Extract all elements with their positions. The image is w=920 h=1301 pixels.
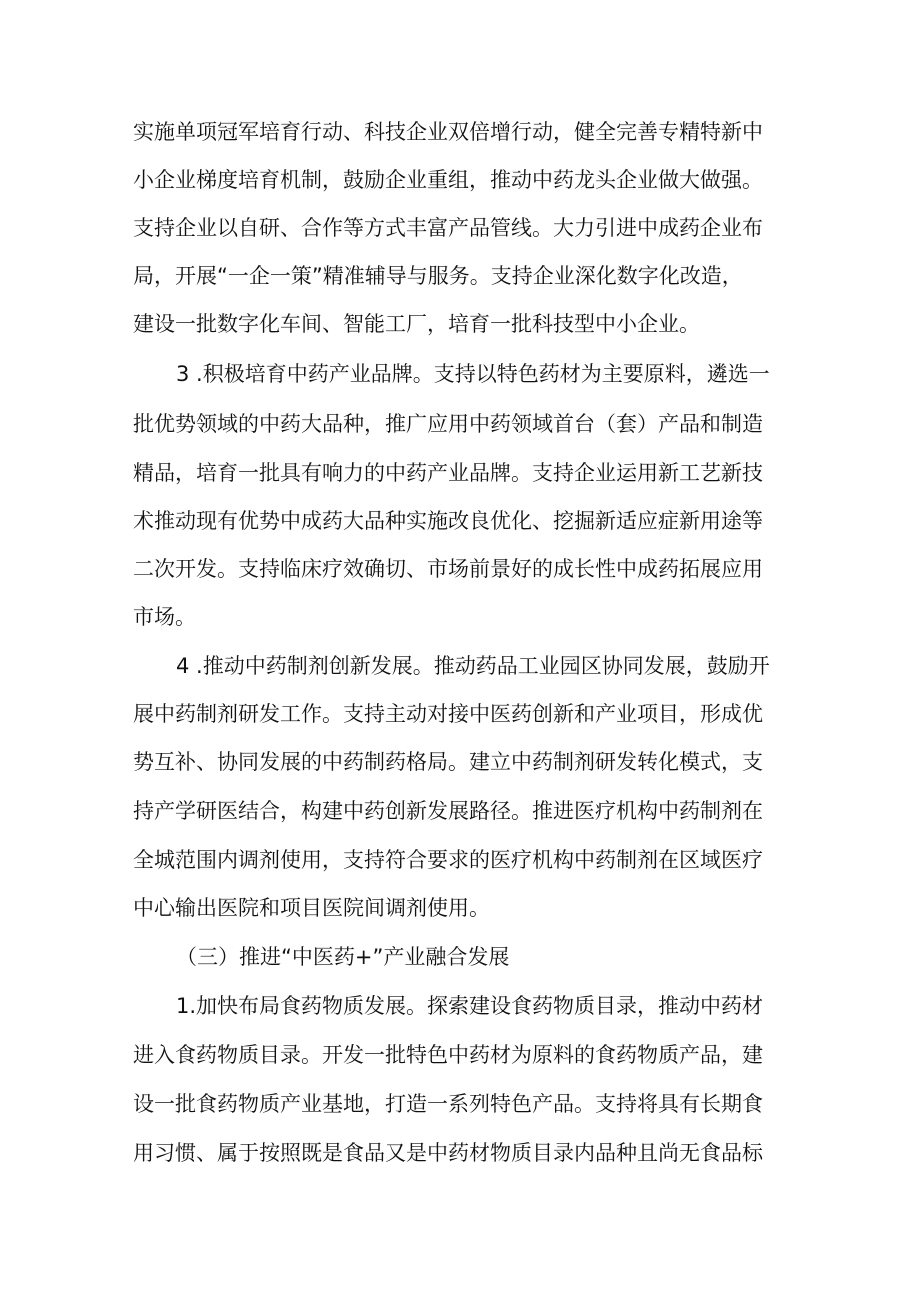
paragraph-line: 设一批食药物质产业基地，打造一系列特色产品。支持将具有长期食 [133, 1092, 763, 1116]
paragraph-line: 持产学研医结合，构建中药创新发展路径。推进医疗机构中药制剂在 [133, 799, 763, 823]
paragraph-line: 用习惯、属于按照既是食品又是中药材物质目录内品种且尚无食品标 [133, 1141, 763, 1165]
paragraph-line: 全城范围内调剂使用，支持符合要求的医疗机构中药制剂在区域医疗 [133, 848, 763, 872]
paragraph-line: 精品，培育一批具有响力的中药产业品牌。支持企业运用新工艺新技 [133, 461, 763, 485]
section-heading: （三）推进“中医药+”产业融合发展 [176, 945, 510, 969]
paragraph-line: 实施单项冠军培育行动、科技企业双倍增行动，健全完善专精特新中 [133, 120, 763, 144]
paragraph-line: 进入食药物质目录。开发一批特色中药材为原料的食药物质产品，建 [133, 1043, 763, 1067]
paragraph-line: 二次开发。支持临床疗效确切、市场前景好的成长性中成药拓展应用 [133, 557, 763, 581]
paragraph-line: 建设一批数字化车间、智能工厂，培育一批科技型中小企业。 [133, 312, 700, 336]
paragraph-line: 术推动现有优势中成药大品种实施改良优化、挖掘新适应症新用途等 [133, 509, 763, 533]
paragraph-line: 4 .推动中药制剂创新发展。推动药品工业园区协同发展，鼓励开 [176, 654, 770, 678]
paragraph-line: 1.加快布局食药物质发展。探索建设食药物质目录，推动中药材 [176, 994, 764, 1018]
paragraph-line: 中心输出医院和项目医院间调剂使用。 [133, 896, 490, 920]
paragraph-line: 展中药制剂研发工作。支持主动对接中医药创新和产业项目，形成优 [133, 702, 763, 726]
paragraph-line: 小企业梯度培育机制，鼓励企业重组，推动中药龙头企业做大做强。 [133, 168, 763, 192]
paragraph-line: 势互补、协同发展的中药制药格局。建立中药制剂研发转化模式，支 [133, 750, 763, 774]
paragraph-line: 局，开展“一企一策”精准辅导与服务。支持企业深化数字化改造， [133, 264, 743, 288]
paragraph-line: 市场。 [133, 605, 196, 629]
paragraph-line: 支持企业以自研、合作等方式丰富产品管线。大力引进中成药企业布 [133, 216, 763, 240]
paragraph-line: 3 .积极培育中药产业品牌。支持以特色药材为主要原料，遴选一 [176, 362, 770, 386]
paragraph-line: 批优势领域的中药大品种，推广应用中药领域首台（套）产品和制造 [133, 412, 763, 436]
